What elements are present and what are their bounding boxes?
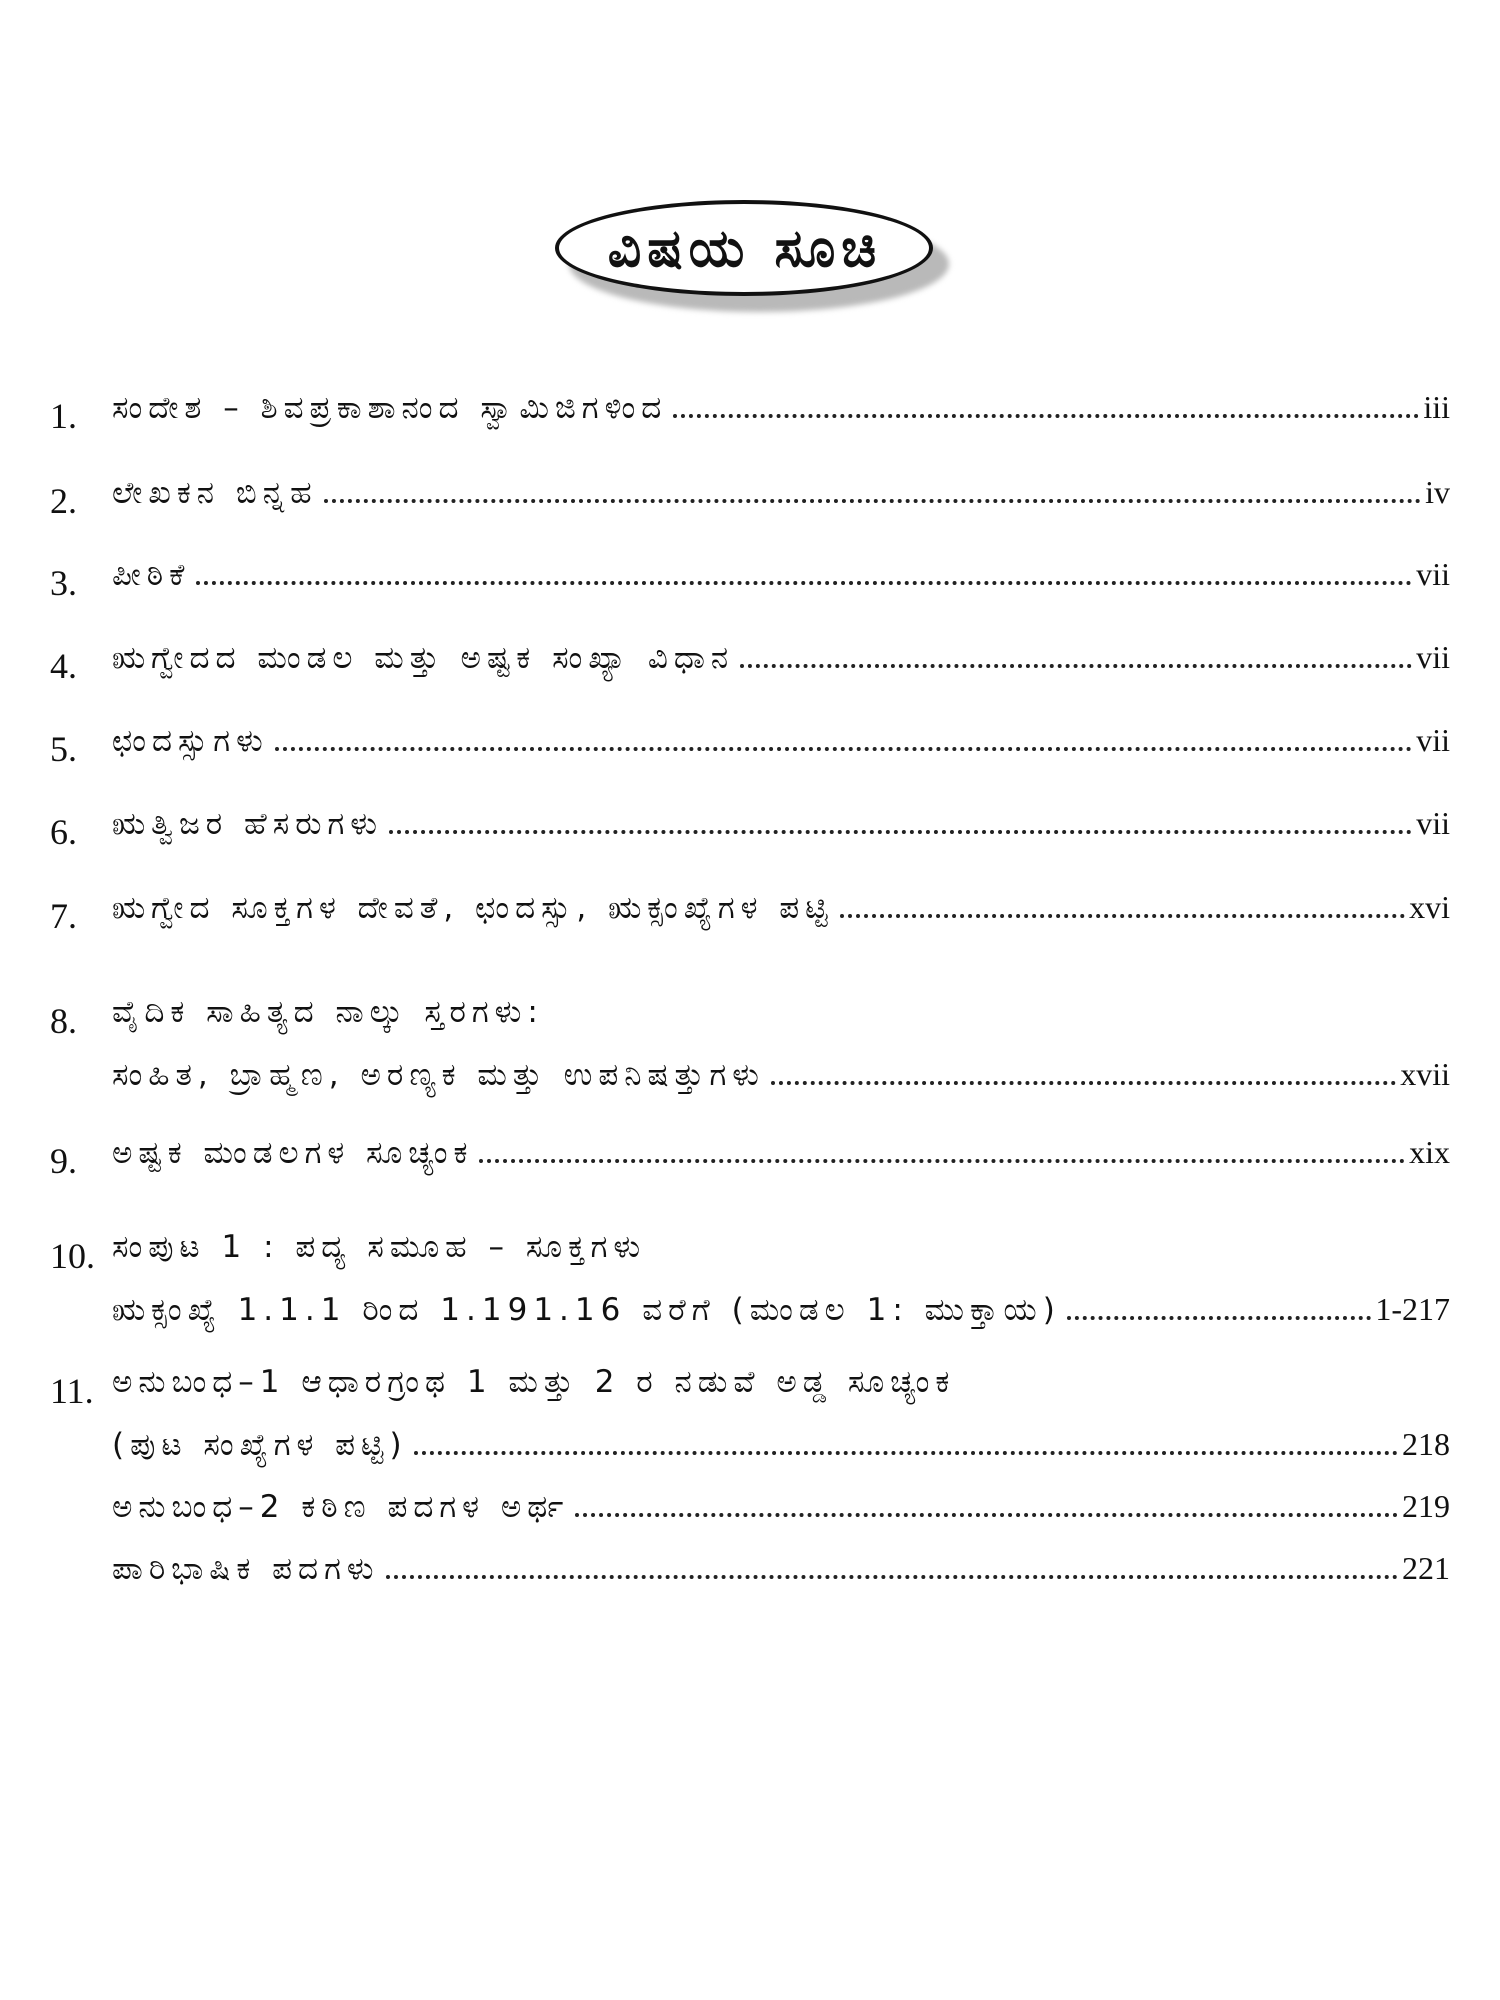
toc-entry-line [112,1229,1450,1277]
toc-entry-number: 9. [50,1141,77,1181]
toc-entry-line [112,1426,1450,1474]
toc-entry-number: 8. [50,1001,77,1041]
toc-page-number: 218 [1402,1426,1450,1462]
toc-page-number: iii [1423,389,1450,425]
toc-page-number: vii [1416,722,1450,758]
toc-page-number: iv [1425,474,1450,510]
dot-leader [1067,1316,1372,1320]
dot-leader [740,664,1412,668]
page-title: ವಿಷಯ ಸೂಚಿ [607,218,883,279]
toc-page-number: vii [1416,805,1450,841]
toc-entry-number: 7. [50,896,77,936]
toc-entry-line [112,1291,1450,1339]
toc-entry-line [112,389,1450,437]
toc-entry-title: ವೈದಿಕ ಸಾಹಿತ್ಯದ ನಾಲ್ಕು ಸ್ತರಗಳು: [112,994,544,1030]
toc-title-badge [555,200,955,312]
toc-entry-number: 1. [50,396,77,436]
dot-leader [275,747,1412,751]
toc-entry-line [112,994,1450,1042]
toc-entry-title: ಅನುಬಂಧ–1 ಆಧಾರಗ್ರಂಥ 1 ಮತ್ತು 2 ರ ನಡುವೆ ಅಡ್ಡ ಸೂಚ್ಯಂಕ [112,1364,956,1400]
toc-entry-number: 11. [50,1371,94,1411]
toc-entry-title: ಸಂದೇಶ – ಶಿವಪ್ರಕಾಶಾನಂದ ಸ್ವಾಮಿಜಿಗಳಿಂದ [112,390,668,426]
toc-entry-line [112,556,1450,604]
dot-leader [575,1513,1398,1517]
toc-entry-number: 6. [50,812,77,852]
dot-leader [414,1451,1398,1455]
toc-entry-title: ಛಂದಸ್ಸುಗಳು [112,723,269,759]
toc-entry-title: (ಪುಟ ಸಂಖ್ಯೆಗಳ ಪಟ್ಟಿ) [112,1427,408,1463]
toc-page-number: xix [1409,1134,1450,1170]
toc-page-number: 221 [1402,1550,1450,1586]
dot-leader [771,1081,1396,1085]
toc-entry-line [112,1056,1450,1104]
toc-entry-line [112,1488,1450,1536]
toc-entry-title: ಸಂಹಿತ, ಬ್ರಾಹ್ಮಣ, ಅರಣ್ಯಕ ಮತ್ತು ಉಪನಿಷತ್ತುಗಳು [112,1057,765,1093]
dot-leader [840,914,1405,918]
toc-entry-number: 5. [50,729,77,769]
toc-entry-title: ಋತ್ವಿಜರ ಹೆಸರುಗಳು [112,806,383,842]
toc-entry-title: ಪಾರಿಭಾಷಿಕ ಪದಗಳು [112,1551,380,1587]
toc-entry-line [112,1134,1450,1182]
toc-entry-line [112,722,1450,770]
toc-entry-title: ಋಗ್ವೇದದ ಮಂಡಲ ಮತ್ತು ಅಷ್ಟಕ ಸಂಖ್ಯಾ ವಿಧಾನ [112,640,735,676]
toc-entry-title: ಪೀಠಿಕೆ [112,557,191,593]
toc-page-number: xvi [1409,889,1450,925]
toc-entry-line [112,474,1450,522]
toc-page-number: xvii [1400,1056,1450,1092]
toc-entry-number: 3. [50,563,77,603]
toc-entry-number: 4. [50,646,77,686]
toc-entry-line [112,805,1450,853]
toc-entry-line [112,889,1450,937]
toc-entry-title: ಋಗ್ವೇದ ಸೂಕ್ತಗಳ ದೇವತೆ, ಛಂದಸ್ಸು, ಋಕ್ಸಂಖ್ಯೆಗಳ ಪಟ್ಟಿ [112,890,834,926]
toc-entry-number: 10. [50,1236,95,1276]
dot-leader [386,1575,1398,1579]
toc-entry-line [112,639,1450,687]
toc-entry-line [112,1364,1450,1412]
toc-entry-title: ಋಕ್ಸಂಖ್ಯೆ 1.1.1 ರಿಂದ 1.191.16 ವರೆಗೆ (ಮಂಡಲ 1: ಮುಕ್ತಾಯ) [112,1292,1061,1328]
dot-leader [196,581,1412,585]
toc-entry-title: ಸಂಪುಟ 1 : ಪದ್ಯ ಸಮೂಹ – ಸೂಕ್ತಗಳು [112,1229,647,1265]
toc-page-number: 219 [1402,1488,1450,1524]
toc-page-number: vii [1416,639,1450,675]
toc-entry-title: ಲೇಖಕನ ಬಿನ್ನಹ [112,475,318,511]
dot-leader [324,499,1422,503]
toc-entry-line [112,1550,1450,1598]
toc-page-number: 1-217 [1375,1291,1450,1327]
toc-page-number: vii [1416,556,1450,592]
toc-entry-title: ಅಷ್ಟಕ ಮಂಡಲಗಳ ಸೂಚ್ಯಂಕ [112,1135,474,1171]
dot-leader [389,830,1412,834]
toc-entry-number: 2. [50,481,77,521]
toc-entry-title: ಅನುಬಂಧ–2 ಕಠಿಣ ಪದಗಳ ಅರ್ಥ [112,1489,570,1525]
dot-leader [673,414,1419,418]
dot-leader [479,1159,1405,1163]
